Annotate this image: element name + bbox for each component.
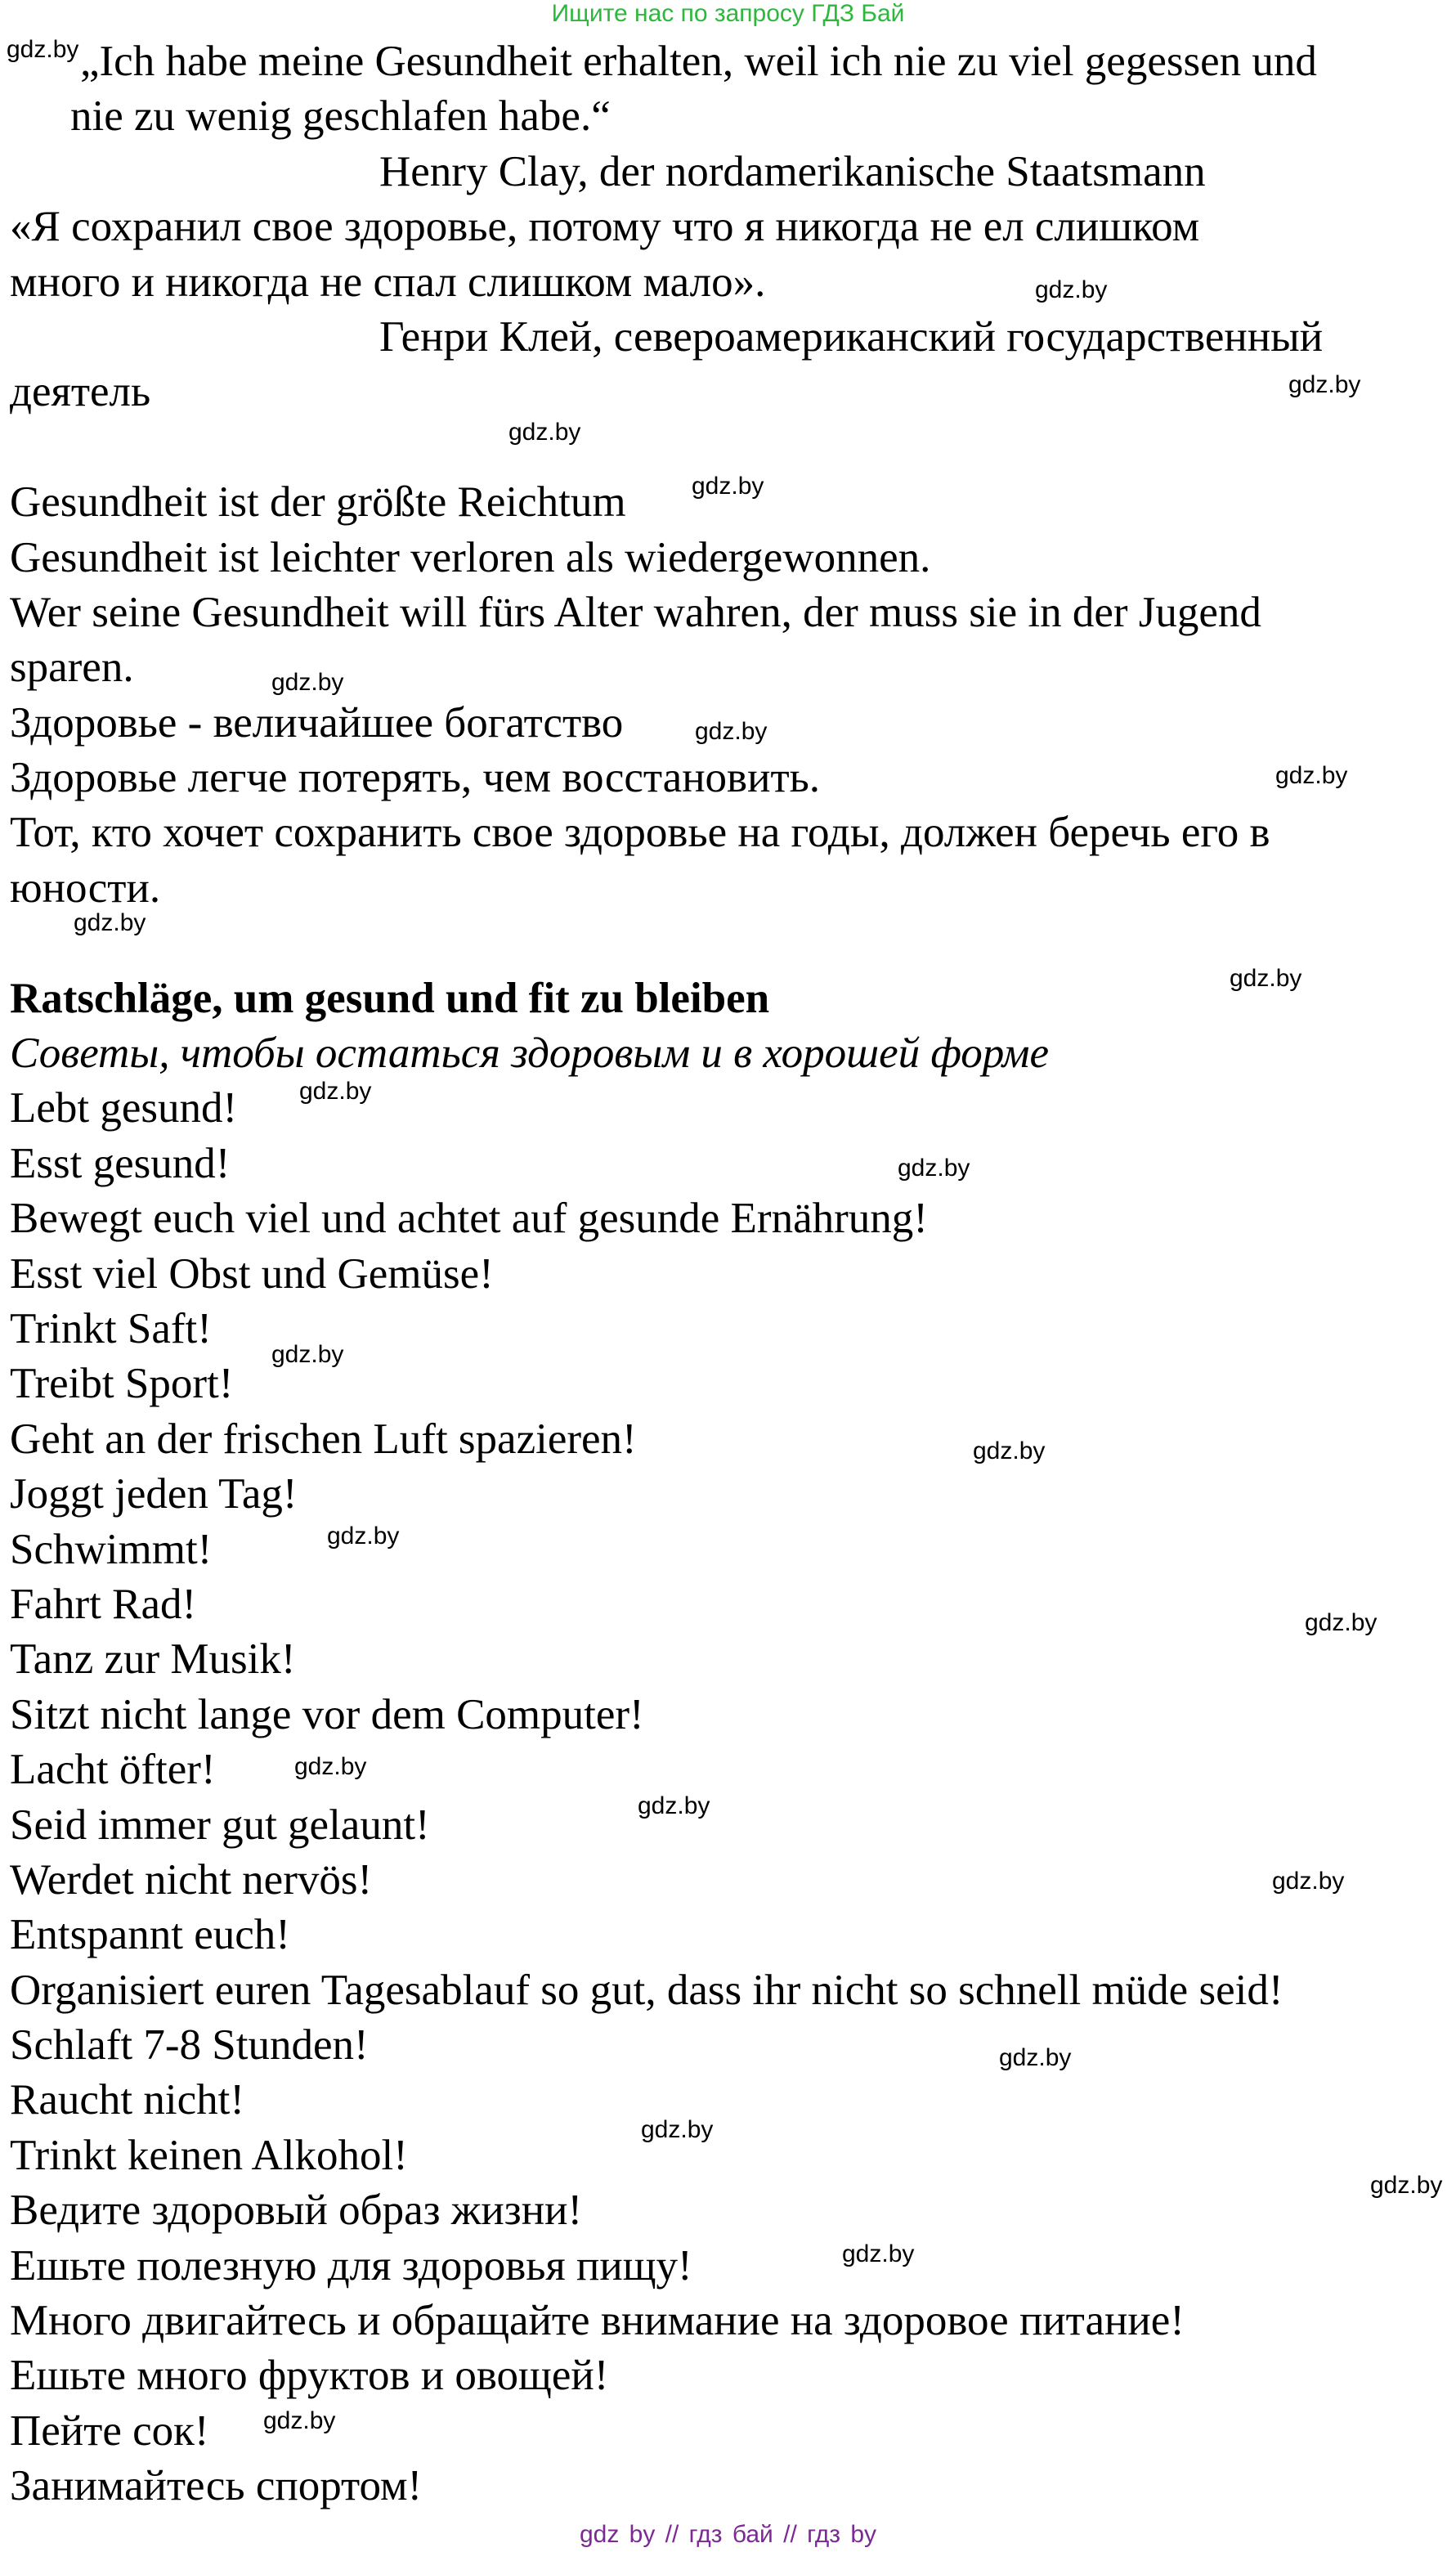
advice-item: Trinkt Saft! [10,1304,212,1352]
advice-item: Geht an der frischen Luft spazieren! [10,1415,637,1463]
quote-russian-line-1: «Я сохранил свое здоровье, потому что я никогда не ел слишком [10,203,1200,251]
watermark: gdz.by [1370,2172,1443,2199]
proverb: Тот, кто хочет сохранить свое здоровье на годы, должен беречь его в [10,809,1270,857]
advice-item: Занимайтесь спортом! [10,2462,423,2510]
proverb: Gesundheit ist der größte Reichtum [10,478,626,527]
watermark: gdz.by [7,36,79,63]
advice-item: Schwimmt! [10,1525,213,1573]
header-search-link[interactable]: Ищите нас по запросу ГДЗ Бай [551,0,905,27]
watermark: gdz.by [692,473,764,500]
watermark: gdz.by [1288,371,1361,398]
watermark: gdz.by [1275,762,1348,789]
watermark: gdz.by [1305,1609,1378,1636]
watermark: gdz.by [695,718,768,745]
proverb: юности. [10,863,161,912]
quote-german-line-1: „Ich habe meine Gesundheit erhalten, weil ich nie zu viel gegessen und [80,38,1317,85]
watermark: gdz.by [1230,965,1302,992]
advice-item: Ешьте полезную для здоровья пищу! [10,2241,692,2290]
proverb: Здоровье легче потерять, чем восстановить. [10,754,821,802]
proverb: sparen. [10,644,134,692]
advice-item: Seid immer gut gelaunt! [10,1801,430,1849]
advice-item: Lebt gesund! [10,1084,238,1132]
quote-german-author: Henry Clay, der nordamerikanische Staatsmann [379,147,1206,195]
advice-item: Bewegt euch viel und achtet auf gesunde Ernährung! [10,1195,928,1243]
watermark: gdz.by [999,2044,1072,2071]
watermark: gdz.by [299,1078,372,1105]
watermark: gdz.by [973,1437,1046,1464]
advice-item: Trinkt keinen Alkohol! [10,2131,408,2179]
proverb: Здоровье - величайшее богатство [10,698,624,747]
advice-subheading: Советы, чтобы остаться здоровым и в хорошей форме [10,1029,1050,1078]
watermark: gdz.by [508,419,581,446]
watermark: gdz.by [638,1792,710,1819]
footer-links[interactable]: gdz by // гдз бай // гдз by [579,2521,877,2548]
advice-heading: Ratschläge, um gesund und fit zu bleiben [10,974,770,1022]
watermark: gdz.by [263,2407,336,2434]
watermark: gdz.by [74,909,146,936]
watermark: gdz.by [1035,276,1108,303]
quote-russian-author-line-1: Генри Клей, североамериканский государственный [379,312,1324,361]
advice-item: Entspannt euch! [10,1911,290,1959]
watermark: gdz.by [271,1341,344,1368]
watermark: gdz.by [1272,1868,1345,1895]
advice-item: Organisiert euren Tagesablauf so gut, dass ihr nicht so schnell müde seid! [10,1966,1284,2014]
advice-item: Fahrt Rad! [10,1580,197,1628]
advice-item: Пейте сок! [10,2406,209,2455]
watermark: gdz.by [898,1155,970,1182]
advice-item: Много двигайтесь и обращайте внимание на здоровое питание! [10,2297,1185,2345]
advice-item: Lacht öfter! [10,1746,216,1794]
advice-item: Esst viel Obst und Gemüse! [10,1249,494,1298]
spacer [10,916,1449,971]
watermark: gdz.by [271,669,344,696]
advice-item: Schlaft 7-8 Stunden! [10,2021,369,2070]
watermark: gdz.by [294,1753,367,1780]
watermark: gdz.by [327,1523,400,1550]
advice-item: Raucht nicht! [10,2076,244,2124]
advice-item: Tanz zur Musik! [10,1635,296,1684]
advice-item: Joggt jeden Tag! [10,1470,298,1518]
advice-item: Ешьте много фруктов и овощей! [10,2352,609,2400]
advice-item: Ведите здоровый образ жизни! [10,2186,583,2235]
spacer [10,420,1449,475]
proverb: Gesundheit ist leichter verloren als wiedergewonnen. [10,533,931,581]
watermark: gdz.by [842,2240,915,2267]
advice-item: Sitzt nicht lange vor dem Computer! [10,1690,644,1738]
advice-item: Esst gesund! [10,1139,231,1187]
watermark: gdz.by [641,2116,714,2143]
advice-item: Werdet nicht nervös! [10,1855,373,1904]
quote-russian-author-line-2: деятель [10,368,151,416]
quote-russian-line-2: много и никогда не спал слишком мало». [10,258,766,306]
advice-item: Treibt Sport! [10,1360,234,1408]
document-body [10,34,1449,2514]
quote-german-line-2: nie zu wenig geschlafen habe.“ [70,92,611,141]
proverb: Wer seine Gesundheit will fürs Alter wahren, der muss sie in der Jugend [10,588,1261,636]
